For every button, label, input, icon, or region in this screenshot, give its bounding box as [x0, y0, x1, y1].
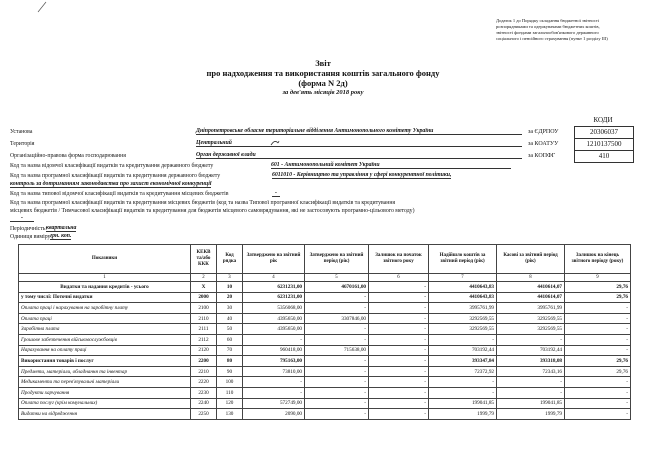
col-number: 7 [429, 274, 497, 282]
cell-value: - [369, 356, 429, 367]
table-row [19, 409, 631, 420]
col-number: 2 [191, 274, 217, 282]
kopfg-label: за КОПФГ [528, 153, 556, 159]
cell-value: - [305, 324, 369, 335]
cell-value: 703192,44 [429, 345, 497, 356]
cell-value: 3995761,99 [497, 303, 565, 314]
row-label: Оплата послуг (крім комунальних) [19, 398, 191, 409]
legal-form-value: Орган державної влади [196, 152, 522, 159]
cell-value: 29,76 [565, 282, 631, 293]
row-label: у тому числі: Поточні видатки [19, 292, 191, 303]
cell-value: 393347,84 [429, 356, 497, 367]
cell-value: - [305, 303, 369, 314]
pen-mark [270, 139, 280, 147]
kopfg-code: 410 [574, 150, 634, 163]
cell-value: 715638,00 [305, 345, 369, 356]
table-row [19, 292, 631, 303]
cell-value: 29,76 [565, 366, 631, 377]
cell-value: 4395650,00 [243, 313, 305, 324]
cell-value: 199041,85 [497, 398, 565, 409]
report-period: за дев'ять місяців 2018 року [282, 89, 364, 96]
table-row [19, 324, 631, 335]
cell-value: 4670161,00 [305, 282, 369, 293]
cell-value: 1999,79 [497, 409, 565, 420]
cell-value: 80 [217, 356, 243, 367]
cell-value: - [369, 377, 429, 388]
row-label: Нарахування на оплату праці [19, 345, 191, 356]
cell-value: 3307846,00 [305, 313, 369, 324]
cell-value: 199041,85 [429, 398, 497, 409]
row-label: Заробітна плата [19, 324, 191, 335]
row-label: Предмети, матеріали, обладнання та інвентар [19, 366, 191, 377]
cell-value: - [429, 377, 497, 388]
cell-value: 120 [217, 398, 243, 409]
cell-value: 5356068,00 [243, 303, 305, 314]
table-row [19, 387, 631, 398]
cell-value: - [497, 334, 565, 345]
cell-value: 4410614,07 [497, 292, 565, 303]
cell-value: 72372,92 [429, 366, 497, 377]
typical-class-value: - [272, 190, 280, 197]
cell-value: - [369, 334, 429, 345]
cell-value: 2220 [191, 377, 217, 388]
cell-value: 795163,00 [243, 356, 305, 367]
cell-value: - [429, 334, 497, 345]
cell-value: - [305, 334, 369, 345]
column-number-row [19, 274, 631, 282]
codes-header: КОДИ [593, 116, 613, 124]
report-table [18, 244, 631, 420]
cell-value: 4410643,83 [429, 292, 497, 303]
cell-value: 70 [217, 345, 243, 356]
table-row [19, 282, 631, 293]
cell-value: - [565, 387, 631, 398]
program-class-value-cont: контроль за дотриманням законодавства про захист економічної конкуренції [10, 181, 212, 187]
cell-value: - [565, 377, 631, 388]
legal-form-label: Організаційно-правова форма господарювання [10, 153, 126, 159]
col-number: 1 [19, 274, 191, 282]
table-row [19, 345, 631, 356]
table-row [19, 303, 631, 314]
row-label: Продукти харчування [19, 387, 191, 398]
periodicity-label: Періодичність: [10, 226, 48, 232]
unit-value: грн. коп. [50, 233, 72, 239]
table-header-row [19, 245, 631, 274]
cell-value: - [243, 334, 305, 345]
cell-value: - [305, 398, 369, 409]
cell-value: 20 [217, 292, 243, 303]
cell-value: 2210 [191, 366, 217, 377]
report-title-block [0, 58, 646, 97]
col-number: 9 [565, 274, 631, 282]
row-label: Грошове забезпечення військовослужбовців [19, 334, 191, 345]
corner-mark [36, 0, 50, 14]
col-header: Затверджено на звітний період (рік) [305, 245, 369, 274]
cell-value: 130 [217, 409, 243, 420]
territory-value: Центральний [196, 140, 522, 147]
cell-value: - [243, 377, 305, 388]
col-header: Залишок на кінець звітного періоду (року) [565, 245, 631, 274]
cell-value: 2111 [191, 324, 217, 335]
table-row [19, 377, 631, 388]
cell-value: 2100 [191, 303, 217, 314]
cell-value: 2090,00 [243, 409, 305, 420]
cell-value: 3995761,99 [429, 303, 497, 314]
dept-class-label: Код та назва відомчої класифікації видатків та кредитування державного бюджету [10, 163, 214, 169]
cell-value: 60 [217, 334, 243, 345]
table-row [19, 398, 631, 409]
col-header: Залишок на початок звітного року [369, 245, 429, 274]
col-header: КЕКВ та/або ККК [191, 245, 217, 274]
cell-value: - [565, 313, 631, 324]
cell-value: 2110 [191, 313, 217, 324]
cell-value: 4410643,83 [429, 282, 497, 293]
cell-value: - [305, 387, 369, 398]
cell-value: 90 [217, 366, 243, 377]
col-header: Показники [19, 245, 191, 274]
cell-value: 10 [217, 282, 243, 293]
row-label: Видатки на відрядження [19, 409, 191, 420]
row-label: Медикаменти та перев'язувальні матеріали [19, 377, 191, 388]
col-header: Касові за звітний період (рік) [497, 245, 565, 274]
cell-value: - [369, 292, 429, 303]
cell-value: - [305, 377, 369, 388]
col-number: 6 [369, 274, 429, 282]
cell-value: 40 [217, 313, 243, 324]
cell-value: 2120 [191, 345, 217, 356]
periodicity-value: квартальна [46, 225, 77, 231]
koatuu-code: 1210137500 [574, 138, 634, 151]
cell-value: 2250 [191, 409, 217, 420]
col-header: Затверджено на звітний рік [243, 245, 305, 274]
cell-value: 1999,79 [429, 409, 497, 420]
cell-value: 6231231,00 [243, 282, 305, 293]
cell-value: - [565, 303, 631, 314]
cell-value: - [305, 409, 369, 420]
cell-value: 2200 [191, 356, 217, 367]
unit-label: Одиниця виміру: [10, 234, 52, 240]
cell-value: 2112 [191, 334, 217, 345]
cell-value: 960418,00 [243, 345, 305, 356]
table-row [19, 366, 631, 377]
cell-value: 2000 [191, 292, 217, 303]
report-form: (форма N 2д) [298, 78, 348, 88]
appendix-note: Додаток 1 до Порядку складання бюджетної звітності розпорядниками та одержувачами бюджетних коштів, звітності фондами загальнообов'язкового державного соціального і пенсійного страхування (пункт 1 розділу III) [496, 18, 608, 41]
cell-value: - [369, 409, 429, 420]
cell-value: 4395650,00 [243, 324, 305, 335]
cell-value: 6231231,00 [243, 292, 305, 303]
col-number: 3 [217, 274, 243, 282]
col-header: Код рядка [217, 245, 243, 274]
local-program-class-line1: Код та назва програмної класифікації видатків та кредитування місцевих бюджетів (код та назва Типової програмної класифікації видатків та кредитування [10, 200, 396, 206]
cell-value: 572749,00 [243, 398, 305, 409]
cell-value: Х [191, 282, 217, 293]
row-label: Оплата праці [19, 313, 191, 324]
cell-value: 30 [217, 303, 243, 314]
cell-value: 73810,00 [243, 366, 305, 377]
cell-value: - [369, 303, 429, 314]
col-number: 4 [243, 274, 305, 282]
row-label: Використання товарів і послуг [19, 356, 191, 367]
cell-value: - [369, 398, 429, 409]
cell-value: 50 [217, 324, 243, 335]
typical-class-label: Код та назва типової відомчої класифікації видатків та кредитування місцевих бюджетів [10, 191, 229, 197]
table-row [19, 356, 631, 367]
local-program-class-line2: місцевих бюджетів / Тимчасової класифікації видатків та кредитування для бюджетів місцевого самоврядування, які не застосовують програмно-цільового методу) [10, 208, 415, 214]
row-label: Видатки та надання кредитів - усього [19, 282, 191, 293]
cell-value: 703192,44 [497, 345, 565, 356]
territory-label: Територія [10, 141, 35, 147]
cell-value: - [565, 345, 631, 356]
program-class-label: Код та назва програмної класифікації видатків та кредитування державного бюджету [10, 173, 221, 179]
cell-value: - [565, 398, 631, 409]
cell-value: 72343,16 [497, 366, 565, 377]
cell-value: - [565, 409, 631, 420]
row-label: Оплата праці і нарахування на заробітну плату [19, 303, 191, 314]
col-number: 5 [305, 274, 369, 282]
cell-value: 3292569,55 [497, 313, 565, 324]
cell-value: - [429, 387, 497, 398]
cell-value: 29,76 [565, 356, 631, 367]
institution-value: Дніпропетровське обласне територіальне відділення Антимонопольного комітету України [196, 128, 522, 135]
institution-label: Установа [10, 129, 33, 135]
cell-value: 29,76 [565, 292, 631, 303]
cell-value: - [243, 387, 305, 398]
cell-value: - [369, 345, 429, 356]
cell-value: - [497, 377, 565, 388]
table-row [19, 313, 631, 324]
col-number: 8 [497, 274, 565, 282]
koatuu-label: за КОАТУУ [528, 141, 559, 147]
cell-value: 393318,08 [497, 356, 565, 367]
cell-value: - [565, 334, 631, 345]
cell-value: 4410614,07 [497, 282, 565, 293]
dept-class-value: 601 - Антимонопольний комітет України [271, 162, 511, 169]
cell-value: 100 [217, 377, 243, 388]
cell-value: - [305, 292, 369, 303]
report-subtitle: про надходження та використання коштів загального фонду [206, 68, 440, 78]
cell-value: 3292569,55 [429, 313, 497, 324]
cell-value: - [369, 324, 429, 335]
cell-value: - [369, 387, 429, 398]
cell-value: - [369, 313, 429, 324]
cell-value: 3292569,55 [429, 324, 497, 335]
cell-value: - [369, 282, 429, 293]
cell-value: - [565, 324, 631, 335]
col-header: Надійшло коштів за звітний період (рік) [429, 245, 497, 274]
local-program-class-value: - [10, 215, 34, 222]
cell-value: 2240 [191, 398, 217, 409]
report-title: Звіт [315, 58, 331, 68]
edrpou-label: за ЄДРПОУ [528, 129, 559, 135]
cell-value: 2230 [191, 387, 217, 398]
cell-value: 3292569,55 [497, 324, 565, 335]
table-row [19, 334, 631, 345]
cell-value: - [497, 387, 565, 398]
cell-value: - [305, 366, 369, 377]
cell-value: 110 [217, 387, 243, 398]
edrpou-code: 20306037 [574, 126, 634, 139]
cell-value: - [305, 356, 369, 367]
cell-value: - [369, 366, 429, 377]
program-class-value: 6011010 - Керівництво та управління у сфері конкурентної політики, [272, 172, 452, 178]
